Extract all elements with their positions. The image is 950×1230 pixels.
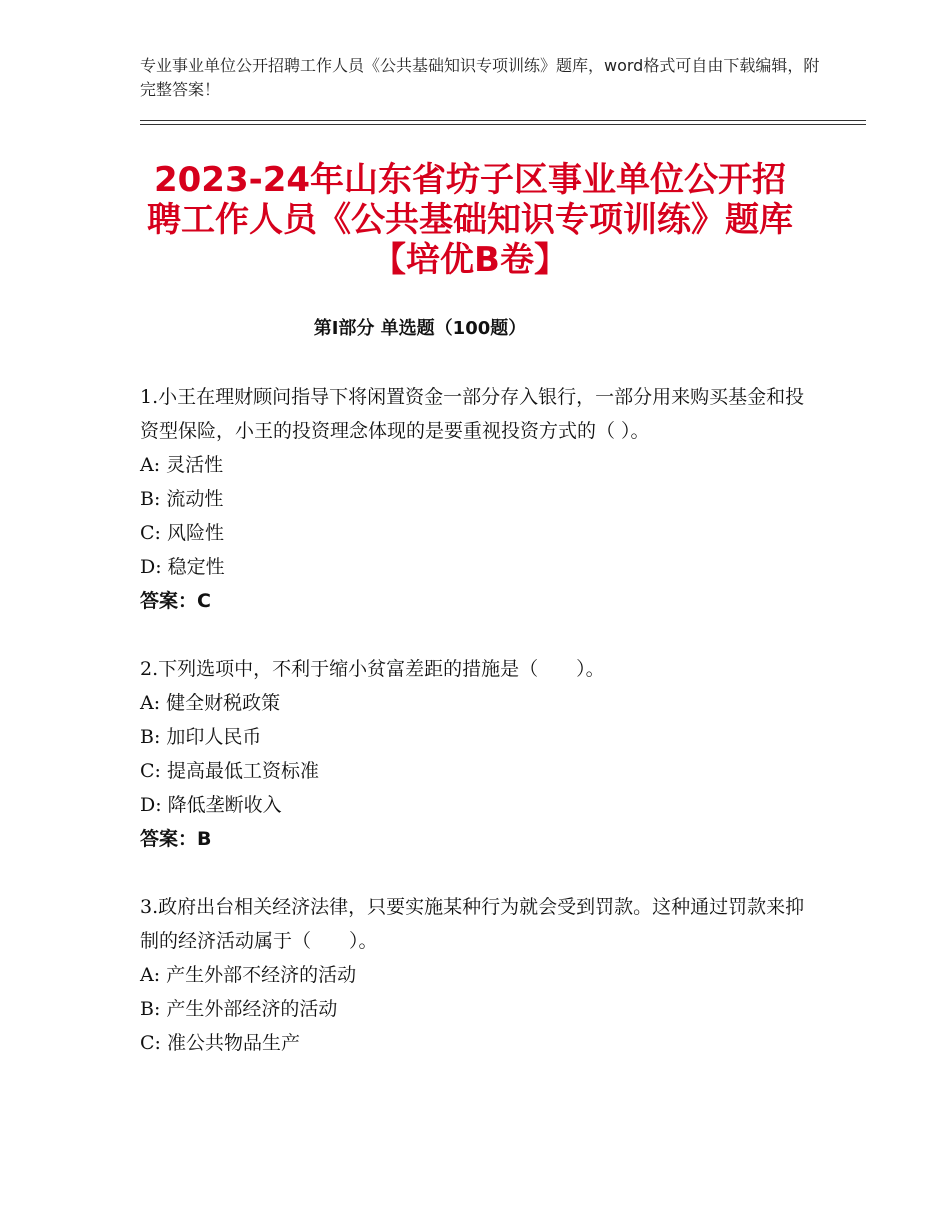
option-d: D: 降低垄断收入	[140, 794, 282, 816]
question-stem: 1.小王在理财顾问指导下将闲置资金一部分存入银行，一部分用来购买基金和投资型保险，小王的投资理念体现的是要重视投资方式的（ ）。	[140, 386, 805, 442]
option-a: A: 灵活性	[140, 454, 224, 476]
answer-label: 答案：C	[140, 590, 211, 612]
option-b: B: 加印人民币	[140, 726, 262, 748]
option-b: B: 产生外部经济的活动	[140, 998, 338, 1020]
option-c: C: 提高最低工资标准	[140, 760, 319, 782]
question-2	[140, 652, 820, 856]
header-note: 专业事业单位公开招聘工作人员《公共基础知识专项训练》题库，word格式可自由下载编辑，附完整答案！	[140, 56, 820, 99]
section-title: 第Ⅰ部分 单选题（100题）	[313, 318, 527, 339]
question-stem: 2.下列选项中，不利于缩小贫富差距的措施是（ ）。	[140, 658, 605, 680]
document-title: 2023-24年山东省坊子区事业单位公开招聘工作人员《公共基础知识专项训练》题库【培优B卷】	[147, 160, 793, 280]
question-list	[140, 380, 820, 1094]
answer-label: 答案：B	[140, 828, 212, 850]
header-divider-bottom	[140, 124, 866, 125]
option-a: A: 健全财税政策	[140, 692, 281, 714]
question-1	[140, 380, 820, 618]
option-b: B: 流动性	[140, 488, 224, 510]
question-stem: 3.政府出台相关经济法律，只要实施某种行为就会受到罚款。这种通过罚款来抑制的经济活动属于（ ）。	[140, 896, 805, 952]
option-d: D: 稳定性	[140, 556, 225, 578]
option-c: C: 风险性	[140, 522, 224, 544]
question-3	[140, 890, 820, 1060]
option-c: C: 准公共物品生产	[140, 1032, 300, 1054]
header-divider-top	[140, 120, 866, 121]
option-a: A: 产生外部不经济的活动	[140, 964, 357, 986]
